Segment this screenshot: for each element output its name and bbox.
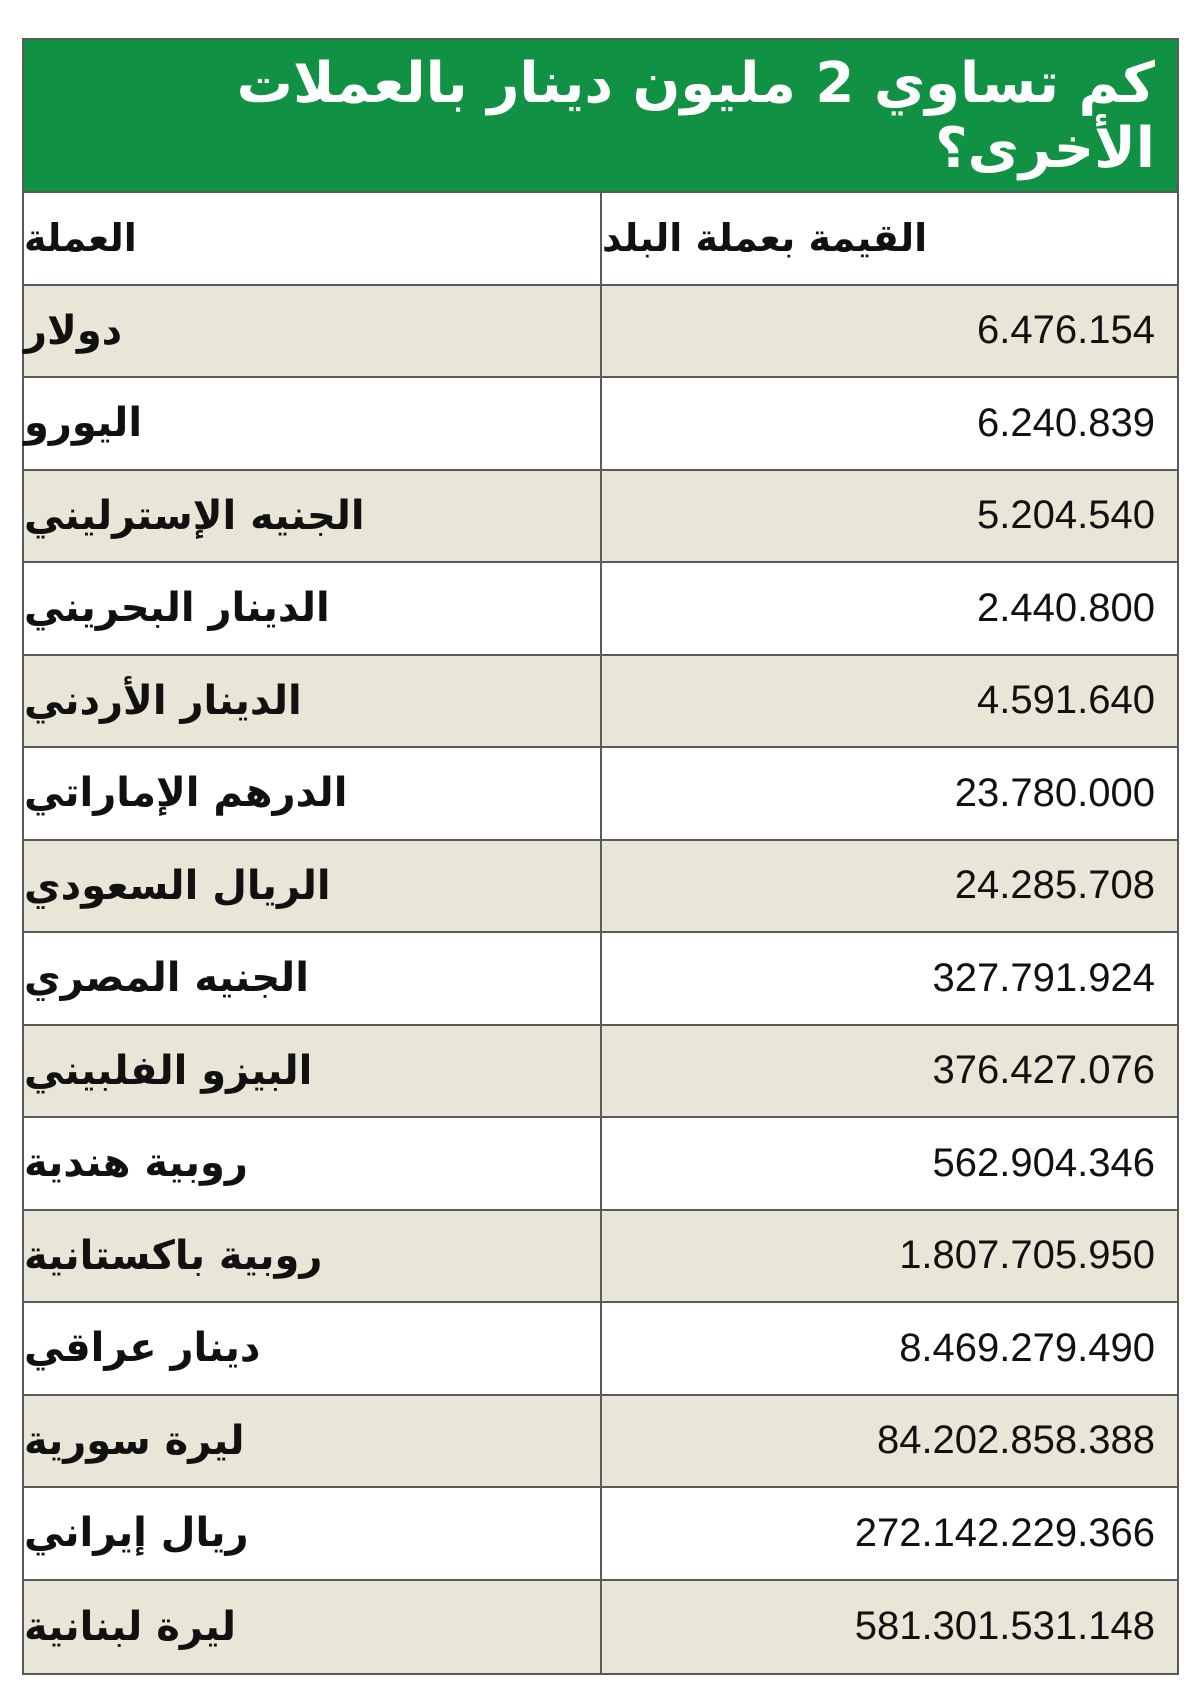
currency-value: 272.142.229.366	[854, 1510, 1155, 1555]
currency-table	[22, 38, 1179, 1675]
title-bar	[24, 40, 1177, 193]
currency-value: 8.469.279.490	[899, 1325, 1155, 1370]
table-header-row	[24, 193, 1177, 286]
currency-value: 1.807.705.950	[899, 1233, 1155, 1278]
table-row	[24, 1303, 1177, 1396]
table-body	[24, 286, 1177, 1674]
table-row	[24, 378, 1177, 471]
table-row	[24, 1488, 1177, 1581]
table-row	[24, 656, 1177, 749]
currency-value: 581.301.531.148	[854, 1604, 1155, 1649]
table-row	[24, 841, 1177, 934]
table-row	[24, 1026, 1177, 1119]
currency-name: ليرة لبنانية	[24, 1581, 602, 1674]
currency-name: ليرة سورية	[24, 1396, 602, 1487]
currency-value: 562.904.346	[932, 1140, 1155, 1185]
currency-name: الريال السعودي	[24, 841, 602, 932]
page-title: كم تساوي 2 مليون دينار بالعملات الأخرى؟	[236, 50, 1155, 181]
table-row	[24, 1211, 1177, 1304]
currency-value: 23.780.000	[954, 770, 1155, 815]
currency-value: 84.202.858.388	[876, 1418, 1155, 1463]
currency-value: 5.204.540	[977, 493, 1155, 538]
header-value: القيمة بعملة البلد	[602, 216, 928, 261]
currency-value: 2.440.800	[977, 585, 1155, 630]
currency-value: 376.427.076	[932, 1048, 1155, 1093]
currency-name: روبية هندية	[24, 1118, 602, 1209]
currency-name: دينار عراقي	[24, 1303, 602, 1394]
table-row	[24, 286, 1177, 379]
currency-name: اليورو	[24, 378, 602, 469]
table-row	[24, 1581, 1177, 1674]
table-row	[24, 1396, 1177, 1489]
currency-name: روبية باكستانية	[24, 1211, 602, 1302]
header-currency: العملة	[24, 193, 602, 284]
currency-name: ريال إيراني	[24, 1488, 602, 1579]
currency-value: 4.591.640	[977, 678, 1155, 723]
currency-value: 6.240.839	[977, 400, 1155, 445]
currency-name: الدينار البحريني	[24, 563, 602, 654]
currency-name: البيزو الفلبيني	[24, 1026, 602, 1117]
table-row	[24, 748, 1177, 841]
currency-name: الدرهم الإماراتي	[24, 748, 602, 839]
currency-value: 6.476.154	[977, 308, 1155, 353]
currency-name: دولار	[24, 286, 602, 377]
table-row	[24, 1118, 1177, 1211]
currency-name: الدينار الأردني	[24, 656, 602, 747]
currency-name: الجنيه المصري	[24, 933, 602, 1024]
currency-value: 24.285.708	[954, 863, 1155, 908]
table-row	[24, 933, 1177, 1026]
currency-name: الجنيه الإسترليني	[24, 471, 602, 562]
table-row	[24, 471, 1177, 564]
table-row	[24, 563, 1177, 656]
currency-value: 327.791.924	[932, 955, 1155, 1000]
